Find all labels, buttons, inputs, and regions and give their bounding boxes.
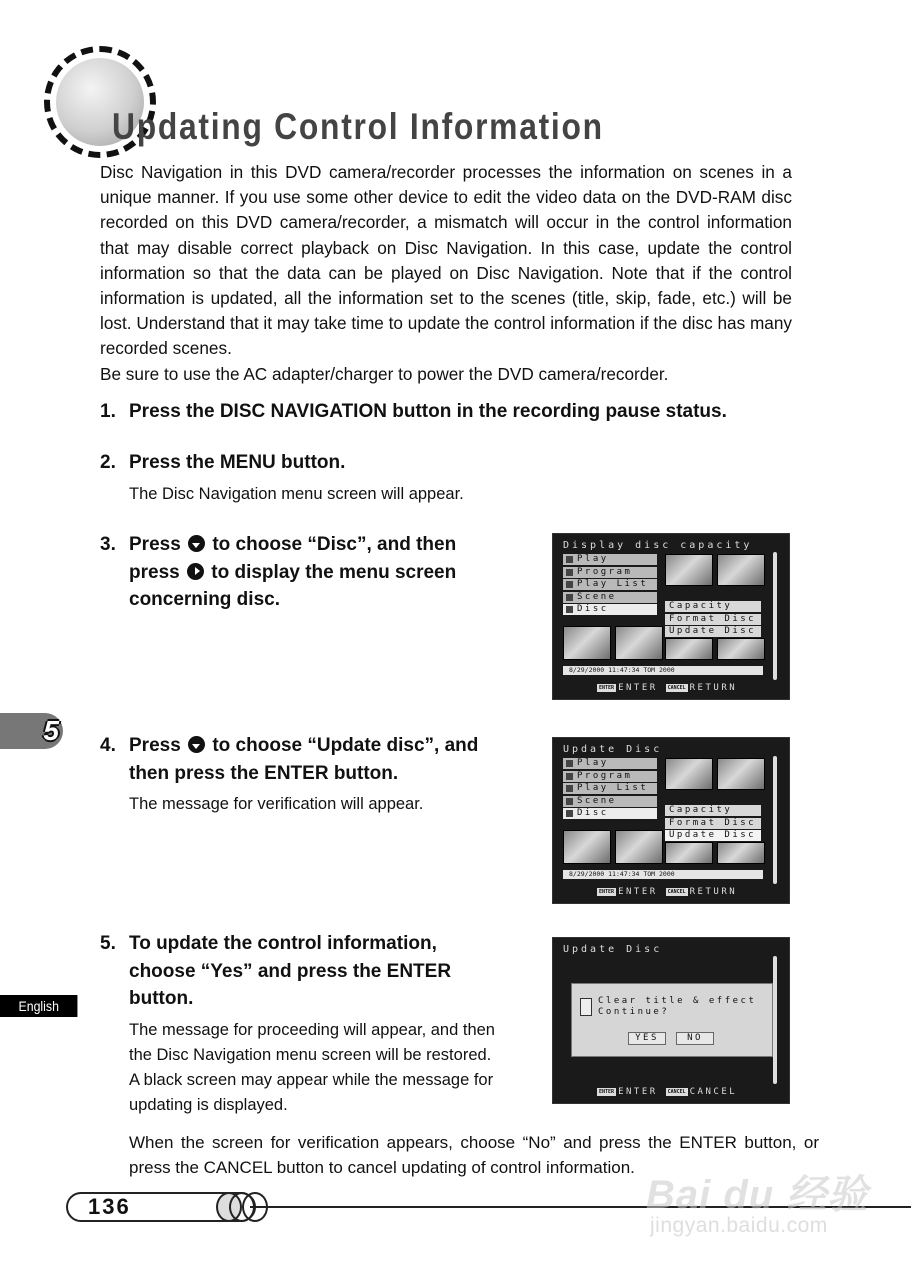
screen-update-disc-menu (552, 737, 790, 904)
menu-item-program: Program (563, 771, 657, 782)
chapter-tab (0, 713, 63, 749)
screen-footer: ENTER ENTER CANCEL CANCEL (599, 1087, 738, 1097)
yes-button: YES (628, 1032, 666, 1045)
intro-power-note: Be sure to use the AC adapter/charger to power the DVD camera/recorder. (100, 363, 669, 384)
screen-title: Update Disc (563, 944, 663, 955)
step-number: 5. (100, 933, 116, 954)
scene-thumbnail (717, 842, 765, 864)
menu-item-play: Play (563, 758, 657, 769)
intro-text (100, 160, 792, 387)
scene-thumbnail (615, 830, 663, 864)
dialog-message: Clear title & effect Continue? (598, 996, 757, 1017)
scene-thumbnail (717, 554, 765, 586)
screen-footer: ENTER ENTER CANCEL RETURN (599, 887, 738, 897)
step-number: 2. (100, 452, 116, 473)
enter-key-icon: ENTER (599, 685, 615, 691)
chapter-number: 5 (43, 715, 59, 746)
screen-status-line: 8/29/2000 11:47:34 TOM 2000 (563, 870, 763, 879)
scene-thumbnail (563, 830, 611, 864)
screen-menu (563, 554, 657, 617)
step-number: 3. (100, 534, 116, 555)
cancel-key-icon: CANCEL (667, 889, 686, 895)
scene-thumbnail (665, 554, 713, 586)
screen-status-line: 8/29/2000 11:47:34 TOM 2000 (563, 666, 763, 675)
step-3 (100, 531, 540, 614)
screen-menu (563, 758, 657, 821)
submenu-format-disc: Format Disc (665, 818, 761, 829)
watermark-url: jingyan.baidu.com (650, 1214, 828, 1237)
page-number: 136 (88, 1194, 131, 1219)
screen-update-disc-dialog (552, 937, 790, 1104)
submenu-capacity: Capacity (665, 601, 761, 612)
submenu-format-disc: Format Disc (665, 614, 761, 625)
submenu-update-disc: Update Disc (665, 830, 761, 841)
scene-thumbnail (717, 638, 765, 660)
step-4 (100, 732, 540, 787)
step-4-description: The message for verification will appear. (129, 795, 424, 813)
language-tab: English (0, 995, 77, 1017)
step-heading: Press to choose “Update disc”, and then press the ENTER button. (129, 735, 479, 784)
step-2 (100, 449, 800, 477)
screen-display-disc-capacity (552, 533, 790, 700)
right-button-icon (187, 563, 204, 580)
menu-item-program: Program (563, 567, 657, 578)
step-heading: To update the control information, choose “Yes” and press the ENTER button. (129, 933, 452, 1009)
scene-thumbnail (665, 638, 713, 660)
scene-thumbnail (665, 842, 713, 864)
cancel-key-icon: CANCEL (667, 1089, 686, 1095)
submenu-update-disc: Update Disc (665, 626, 761, 637)
disc-submenu (665, 601, 761, 639)
screen-scrollbar (773, 552, 777, 680)
menu-item-scene: Scene (563, 796, 657, 807)
no-button: NO (676, 1032, 714, 1045)
screen-scrollbar (773, 956, 777, 1084)
screen-scrollbar (773, 756, 777, 884)
step-heading: Press the DISC NAVIGATION button in the recording pause status. (129, 401, 727, 422)
enter-key-icon: ENTER (599, 889, 615, 895)
menu-item-scene: Scene (563, 592, 657, 603)
confirm-dialog (571, 983, 773, 1057)
footer-circle-decoration (242, 1192, 268, 1222)
page-title: Updating Control Information (112, 106, 604, 147)
step-1 (100, 398, 820, 426)
cancel-key-icon: CANCEL (667, 685, 686, 691)
step-5 (100, 930, 540, 1013)
step-number: 4. (100, 735, 116, 756)
scene-thumbnail (615, 626, 663, 660)
menu-item-play: Play (563, 554, 657, 565)
menu-item-play-list: Play List (563, 783, 657, 794)
enter-key-icon: ENTER (599, 1089, 615, 1095)
step-number: 1. (100, 401, 116, 422)
down-button-icon (188, 736, 205, 753)
menu-item-disc: Disc (563, 808, 657, 819)
step-heading: Press to choose “Disc”, and then press to display the menu screen concerning disc. (129, 534, 457, 610)
disc-submenu (665, 805, 761, 843)
watermark-brand: Bai du 经验 (646, 1173, 869, 1217)
scene-thumbnail (665, 758, 713, 790)
submenu-capacity: Capacity (665, 805, 761, 816)
step-heading: Press the MENU button. (129, 452, 346, 473)
cancel-note: When the screen for verification appears, choose “No” and press the ENTER button, or press the CANCEL button to cancel updating of control information. (129, 1133, 819, 1177)
scene-thumbnail (717, 758, 765, 790)
menu-item-play-list: Play List (563, 579, 657, 590)
screen-title: Update Disc (563, 744, 663, 755)
menu-item-disc: Disc (563, 604, 657, 615)
down-button-icon (188, 535, 205, 552)
intro-paragraph: Disc Navigation in this DVD camera/recorder processes the information on scenes in a unique manner. If you use some other device to edit the video data on the DVD-RAM disc recorded on this DVD camera/recorder, a mismatch will occur in the control information that may disable correct playback on Disc Navigation. In this case, update the control information so that the data can be played on Disc Navigation. Note that if the control information is updated, all the information set to the scenes (title, skip, fade, etc.) will be lost. Understand that it may take time to update the control information if the disc has many recorded scenes. (100, 162, 792, 359)
screen-title: Display disc capacity (563, 540, 753, 551)
question-icon (580, 998, 592, 1016)
scene-thumbnail (563, 626, 611, 660)
screen-footer: ENTER ENTER CANCEL RETURN (599, 683, 738, 693)
step-5-description: The message for proceeding will appear, and then the Disc Navigation menu screen will be restored. A black screen may appear while the message for updating is displayed. (129, 1021, 495, 1114)
step-2-description: The Disc Navigation menu screen will appear. (129, 485, 464, 503)
